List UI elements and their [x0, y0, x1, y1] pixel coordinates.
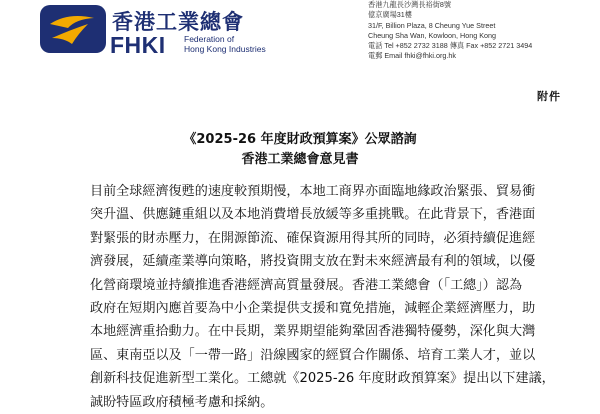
address-line: 31/F, Billion Plaza, 8 Cheung Yue Street — [368, 20, 496, 30]
body-line: 目前全球經濟復甦的速度較預期慢，本地工商界亦面臨地緣政治緊張、貿易衝 — [90, 184, 536, 199]
logo-background — [40, 5, 106, 53]
address-line: 香港九龍長沙灣長裕街8號 — [368, 0, 452, 9]
body-line: 政府在短期內應首要為中小企業提供支援和寬免措施，減輕企業經濟壓力，助 — [90, 301, 536, 317]
address-line: 電郵 Email fhki@fhki.org.hk — [368, 51, 456, 61]
org-name-zh: 香港工業總會 — [112, 10, 244, 34]
fhki-logo-icon — [38, 4, 108, 54]
org-name-en-line: Hong Kong Industries — [184, 44, 266, 54]
body-line: 突升溫、供應鏈重組以及本地消費增長放緩等多重挑戰。在此背景下，香港面 — [90, 207, 536, 223]
org-name-en — [184, 34, 266, 54]
address-line: 億京廣場31樓 — [368, 10, 412, 20]
body-line: 創新科技促進新型工業化。工總就《2025-26 年度財政預算案》提出以下建議， — [90, 371, 555, 387]
body-line: 濟發展，延續產業導向策略，將投資開支放在對未來經濟最有利的領域，以優 — [90, 254, 536, 270]
annex-label: 附件 — [537, 90, 561, 103]
address-block — [368, 0, 532, 62]
body-line: 本地經濟重拾動力。在中長期，業界期望能夠鞏固香港獨特優勢，深化與大灣 — [90, 324, 536, 340]
address-line: Cheung Sha Wan, Kowloon, Hong Kong — [368, 30, 496, 40]
body-line: 對緊張的財赤壓力，在開源節流、確保資源用得其所的同時，必須持續促進經 — [90, 230, 536, 246]
org-abbr: FHKI — [110, 32, 166, 58]
body-line: 誠盼特區政府積極考慮和採納。 — [90, 394, 274, 410]
document-title: 《2025-26 年度財政預算案》公眾諮詢 — [183, 132, 417, 147]
address-line: 電話 Tel +852 2732 3188 傳真 Fax +852 2721 3494 — [368, 41, 533, 51]
org-name-en-line: Federation of — [184, 34, 235, 44]
document-subtitle: 香港工業總會意見書 — [241, 152, 359, 167]
body-line: 化營商環境並持續推進香港經濟高質量發展。香港工業總會（「工總」）認為 — [90, 277, 523, 293]
body-line: 區、東南亞以及「一帶一路」沿線國家的經貿合作關係、培育工業人才，並以 — [90, 347, 536, 363]
body-paragraph — [90, 180, 555, 414]
